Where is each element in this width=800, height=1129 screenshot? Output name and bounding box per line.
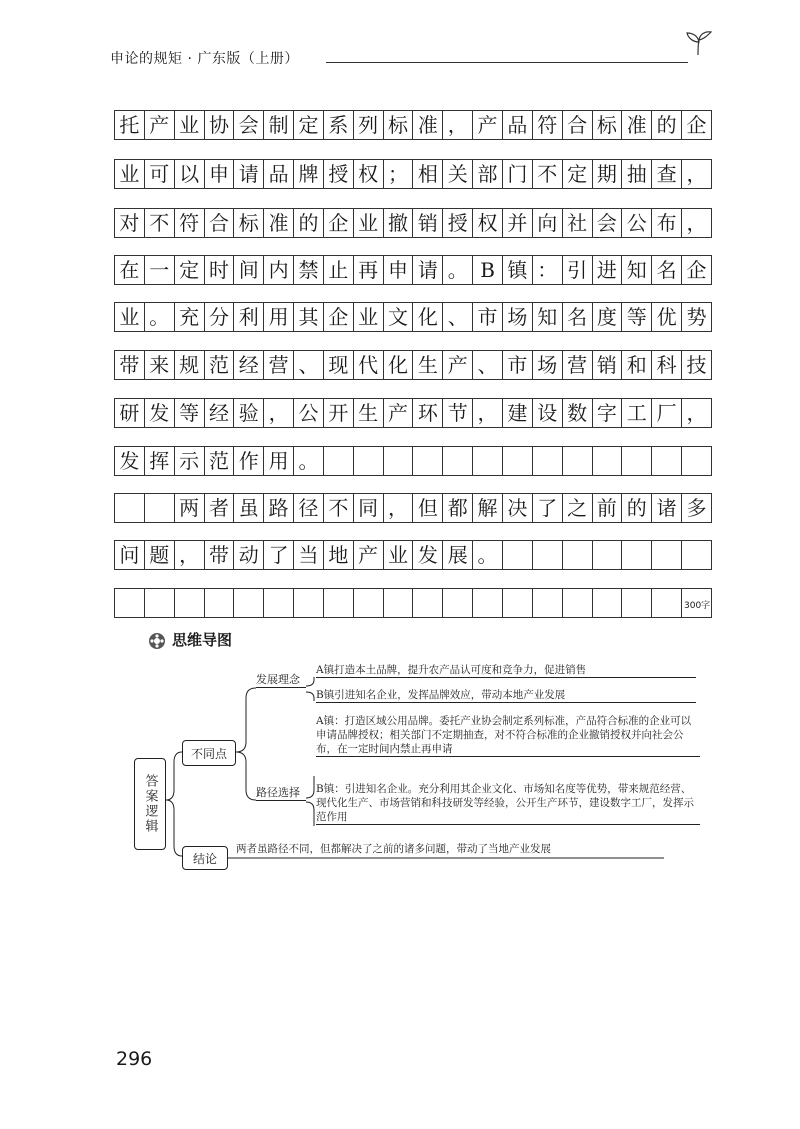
grid-cell: 权: [354, 160, 384, 188]
grid-cell: 、: [294, 351, 324, 379]
grid-cell: 知: [622, 256, 652, 284]
mindmap-path-a: A镇：打造区域公用品牌。委托产业协会制定系列标准，产品符合标准的企业可以申请品牌授权；相关部门不定期抽查，对不符合标准的企业撤销授权并向社会公布，在一定时间内禁止再申请: [316, 714, 700, 757]
grid-cell: 解: [473, 494, 503, 522]
grid-cell: 和: [622, 351, 652, 379]
grid-cell: 销: [593, 351, 623, 379]
grid-cell: 在: [115, 256, 145, 284]
grid-cell: 品: [503, 111, 533, 139]
grid-cell: 用: [264, 447, 294, 475]
grid-cell: 带: [115, 351, 145, 379]
grid-cell: 优: [652, 303, 682, 331]
mindmap-node-conclusion: 结论: [182, 846, 228, 870]
grid-cell: 生: [413, 351, 443, 379]
grid-cell: 势: [686, 305, 707, 329]
grid-cell: 销: [413, 209, 443, 237]
grid-cell: 充: [175, 303, 205, 331]
grid-cell: 列: [354, 111, 384, 139]
grid-cell: 等: [622, 303, 652, 331]
grid-cell: 公: [294, 399, 324, 427]
mindmap-concept-a: A镇打造本土品牌，提升农产品认可度和竞争力，促进销售: [316, 663, 696, 678]
grid-cell: 牌: [294, 160, 324, 188]
grid-cell: 请: [413, 256, 443, 284]
grid-cell: 标: [384, 111, 414, 139]
grid-cell: 业: [354, 209, 384, 237]
grid-cell: 经: [205, 399, 235, 427]
mindmap-label-concept: 发展理念: [256, 673, 306, 688]
grid-cell: 制: [264, 111, 294, 139]
grid-cell: 题: [145, 541, 175, 569]
grid-cell: 向: [533, 209, 563, 237]
grid-cell: 场: [533, 351, 563, 379]
grid-cell: 镇: [503, 256, 533, 284]
mindmap-conclusion-text: 两者虽路径不同，但都解决了之前的诸多问题，带动了当地产业发展: [236, 843, 551, 855]
grid-cell: 。: [443, 256, 473, 284]
grid-cell: 了: [264, 541, 294, 569]
grid-cell: ，: [473, 399, 503, 427]
grid-cell: 范: [205, 351, 235, 379]
grid-cell: 。: [145, 303, 175, 331]
grid-cell: 撤: [384, 209, 414, 237]
grid-cell: 一: [145, 256, 175, 284]
grid-cell: 都: [443, 494, 473, 522]
mindmap-path-b: B镇：引进知名企业。充分利用其企业文化、市场知名度等优势，带来规范经营、现代化生产、市场营销和科技研发等经验，公开生产环节，建设数字工厂，发挥示范作用: [316, 782, 700, 825]
grid-cell: 问: [115, 541, 145, 569]
grid-cell: 查: [652, 160, 682, 188]
grid-cell: 企: [324, 303, 354, 331]
grid-cell: 企: [324, 209, 354, 237]
grid-cell: 多: [686, 496, 707, 520]
grid-cell: 、: [443, 303, 473, 331]
grid-cell: 文: [384, 303, 414, 331]
running-header: 申论的规矩 · 广东版（上册）: [110, 51, 299, 67]
grid-cell: 化: [384, 351, 414, 379]
grid-cell: 开: [324, 399, 354, 427]
grid-cell: 禁: [294, 256, 324, 284]
grid-cell: 相: [413, 160, 443, 188]
grid-cell: 同: [354, 494, 384, 522]
grid-cell: ，: [686, 211, 707, 235]
grid-cell: 营: [264, 351, 294, 379]
grid-cell: 用: [264, 303, 294, 331]
grid-cell: 代: [354, 351, 384, 379]
grid-cell: 发: [413, 541, 443, 569]
grid-cell: 门: [503, 160, 533, 188]
grid-cell: 并: [503, 209, 533, 237]
mindmap-label-path: 路径选择: [256, 786, 306, 801]
grid-cell: 。: [473, 541, 503, 569]
grid-cell: 发: [145, 399, 175, 427]
grid-cell: 展: [443, 541, 473, 569]
grid-cell: 之: [563, 494, 593, 522]
grid-cell: 定: [563, 160, 593, 188]
grid-cell: 标: [234, 209, 264, 237]
grid-cell: 工: [622, 399, 652, 427]
grid-cell: 名: [652, 256, 682, 284]
grid-cell: 会: [593, 209, 623, 237]
grid-cell: 准: [264, 209, 294, 237]
grid-cell: 生: [354, 399, 384, 427]
grid-cell: 度: [593, 303, 623, 331]
grid-cell: 径: [294, 494, 324, 522]
grid-cell: 关: [443, 160, 473, 188]
grid-cell: 社: [563, 209, 593, 237]
mindmap-concept-b: B镇引进知名企业，发挥品牌效应，带动本地产业发展: [316, 688, 696, 703]
grid-cell: 决: [503, 494, 533, 522]
grid-cell: 准: [622, 111, 652, 139]
grid-cell: B: [473, 256, 503, 284]
grid-cell: 字: [593, 399, 623, 427]
grid-cell: 数: [563, 399, 593, 427]
grid-cell: 进: [593, 256, 623, 284]
grid-cell: 公: [622, 209, 652, 237]
grid-cell: 厂: [652, 399, 682, 427]
grid-cell: 经: [234, 351, 264, 379]
grid-cell: 不: [533, 160, 563, 188]
grid-cell: ，: [686, 401, 707, 425]
grid-cell: 申: [384, 256, 414, 284]
mindmap-root-node: 答案逻辑: [134, 758, 166, 850]
grid-cell: ：: [533, 256, 563, 284]
grid-cell: 权: [473, 209, 503, 237]
grid-cell: 两: [175, 494, 205, 522]
grid-cell: 环: [413, 399, 443, 427]
grid-cell: 场: [503, 303, 533, 331]
grid-cell: 前: [593, 494, 623, 522]
grid-cell: 挥: [145, 447, 175, 475]
grid-cell: 产: [443, 351, 473, 379]
grid-cell: 规: [175, 351, 205, 379]
grid-cell: 技: [686, 353, 707, 377]
grid-cell: 名: [563, 303, 593, 331]
grid-cell: 业: [354, 303, 384, 331]
grid-cell: ，: [443, 111, 473, 139]
grid-cell: 当: [294, 541, 324, 569]
grid-cell: 其: [294, 303, 324, 331]
grid-cell: 市: [503, 351, 533, 379]
grid-cell: 品: [264, 160, 294, 188]
grid-cell: ，: [264, 399, 294, 427]
grid-cell: 化: [413, 303, 443, 331]
grid-cell: 期: [593, 160, 623, 188]
mindmap-node-differences: 不同点: [182, 740, 236, 766]
grid-cell: 布: [652, 209, 682, 237]
grid-cell: 可: [145, 160, 175, 188]
grid-cell: 系: [324, 111, 354, 139]
grid-cell: 范: [205, 447, 235, 475]
grid-cell: 了: [533, 494, 563, 522]
grid-cell: 止: [324, 256, 354, 284]
grid-cell: 但: [413, 494, 443, 522]
grid-cell: 时: [205, 256, 235, 284]
grid-cell: 符: [175, 209, 205, 237]
grid-cell: 合: [563, 111, 593, 139]
grid-cell: 引: [563, 256, 593, 284]
grid-cell: 诸: [652, 494, 682, 522]
grid-cell: 内: [264, 256, 294, 284]
grid-cell: 科: [652, 351, 682, 379]
grid-cell: 定: [175, 256, 205, 284]
grid-cell: 抽: [622, 160, 652, 188]
grid-cell: 不: [324, 494, 354, 522]
grid-cell: 地: [324, 541, 354, 569]
grid-cell: 业: [175, 111, 205, 139]
grid-cell: 间: [234, 256, 264, 284]
grid-cell: 申: [205, 160, 235, 188]
grid-cell: 授: [324, 160, 354, 188]
grid-cell: ，: [384, 494, 414, 522]
grid-cell: 标: [593, 111, 623, 139]
grid-cell: ；: [384, 160, 414, 188]
grid-cell: 发: [115, 447, 145, 475]
grid-cell: 分: [205, 303, 235, 331]
grid-cell: 业: [115, 303, 145, 331]
grid-cell: 产: [145, 111, 175, 139]
mindmap-title: 思维导图: [172, 631, 233, 649]
grid-cell: 营: [563, 351, 593, 379]
grid-cell: 者: [205, 494, 235, 522]
grid-cell: 路: [264, 494, 294, 522]
page-number: 296: [116, 1048, 153, 1070]
grid-cell: 的: [294, 209, 324, 237]
grid-cell: 、: [473, 351, 503, 379]
grid-cell: 的: [622, 494, 652, 522]
grid-cell: 产: [473, 111, 503, 139]
grid-cell: 的: [652, 111, 682, 139]
grid-cell: ，: [686, 162, 707, 186]
grid-cell: 产: [354, 541, 384, 569]
grid-cell: 业: [115, 160, 145, 188]
grid-cell: 研: [115, 399, 145, 427]
grid-cell: 再: [354, 256, 384, 284]
grid-cell: 对: [115, 209, 145, 237]
grid-cell: 动: [234, 541, 264, 569]
grid-cell: 等: [175, 399, 205, 427]
grid-cell: 示: [175, 447, 205, 475]
grid-cell: 授: [443, 209, 473, 237]
grid-cell: 建: [503, 399, 533, 427]
grid-cell: 验: [234, 399, 264, 427]
grid-cell: 符: [533, 111, 563, 139]
grid-cell: 知: [533, 303, 563, 331]
grid-cell: 设: [533, 399, 563, 427]
grid-cell: 协: [205, 111, 235, 139]
grid-cell: 请: [234, 160, 264, 188]
grid-cell: 现: [324, 351, 354, 379]
grid-cell: 合: [205, 209, 235, 237]
word-count-label: 300字: [684, 601, 711, 611]
grid-cell: 作: [234, 447, 264, 475]
grid-cell: 会: [234, 111, 264, 139]
grid-cell: 产: [384, 399, 414, 427]
grid-cell: 准: [413, 111, 443, 139]
grid-cell: ，: [175, 541, 205, 569]
grid-cell: 利: [234, 303, 264, 331]
grid-cell: 企: [686, 113, 707, 137]
grid-cell: 业: [384, 541, 414, 569]
grid-cell: 企: [686, 258, 707, 282]
grid-cell: 部: [473, 160, 503, 188]
grid-cell: 。: [294, 447, 324, 475]
grid-cell: 以: [175, 160, 205, 188]
grid-cell: 来: [145, 351, 175, 379]
grid-cell: 虽: [234, 494, 264, 522]
grid-cell: 市: [473, 303, 503, 331]
grid-cell: 托: [115, 111, 145, 139]
grid-cell: 定: [294, 111, 324, 139]
grid-cell: 带: [205, 541, 235, 569]
grid-cell: 不: [145, 209, 175, 237]
grid-cell: 节: [443, 399, 473, 427]
